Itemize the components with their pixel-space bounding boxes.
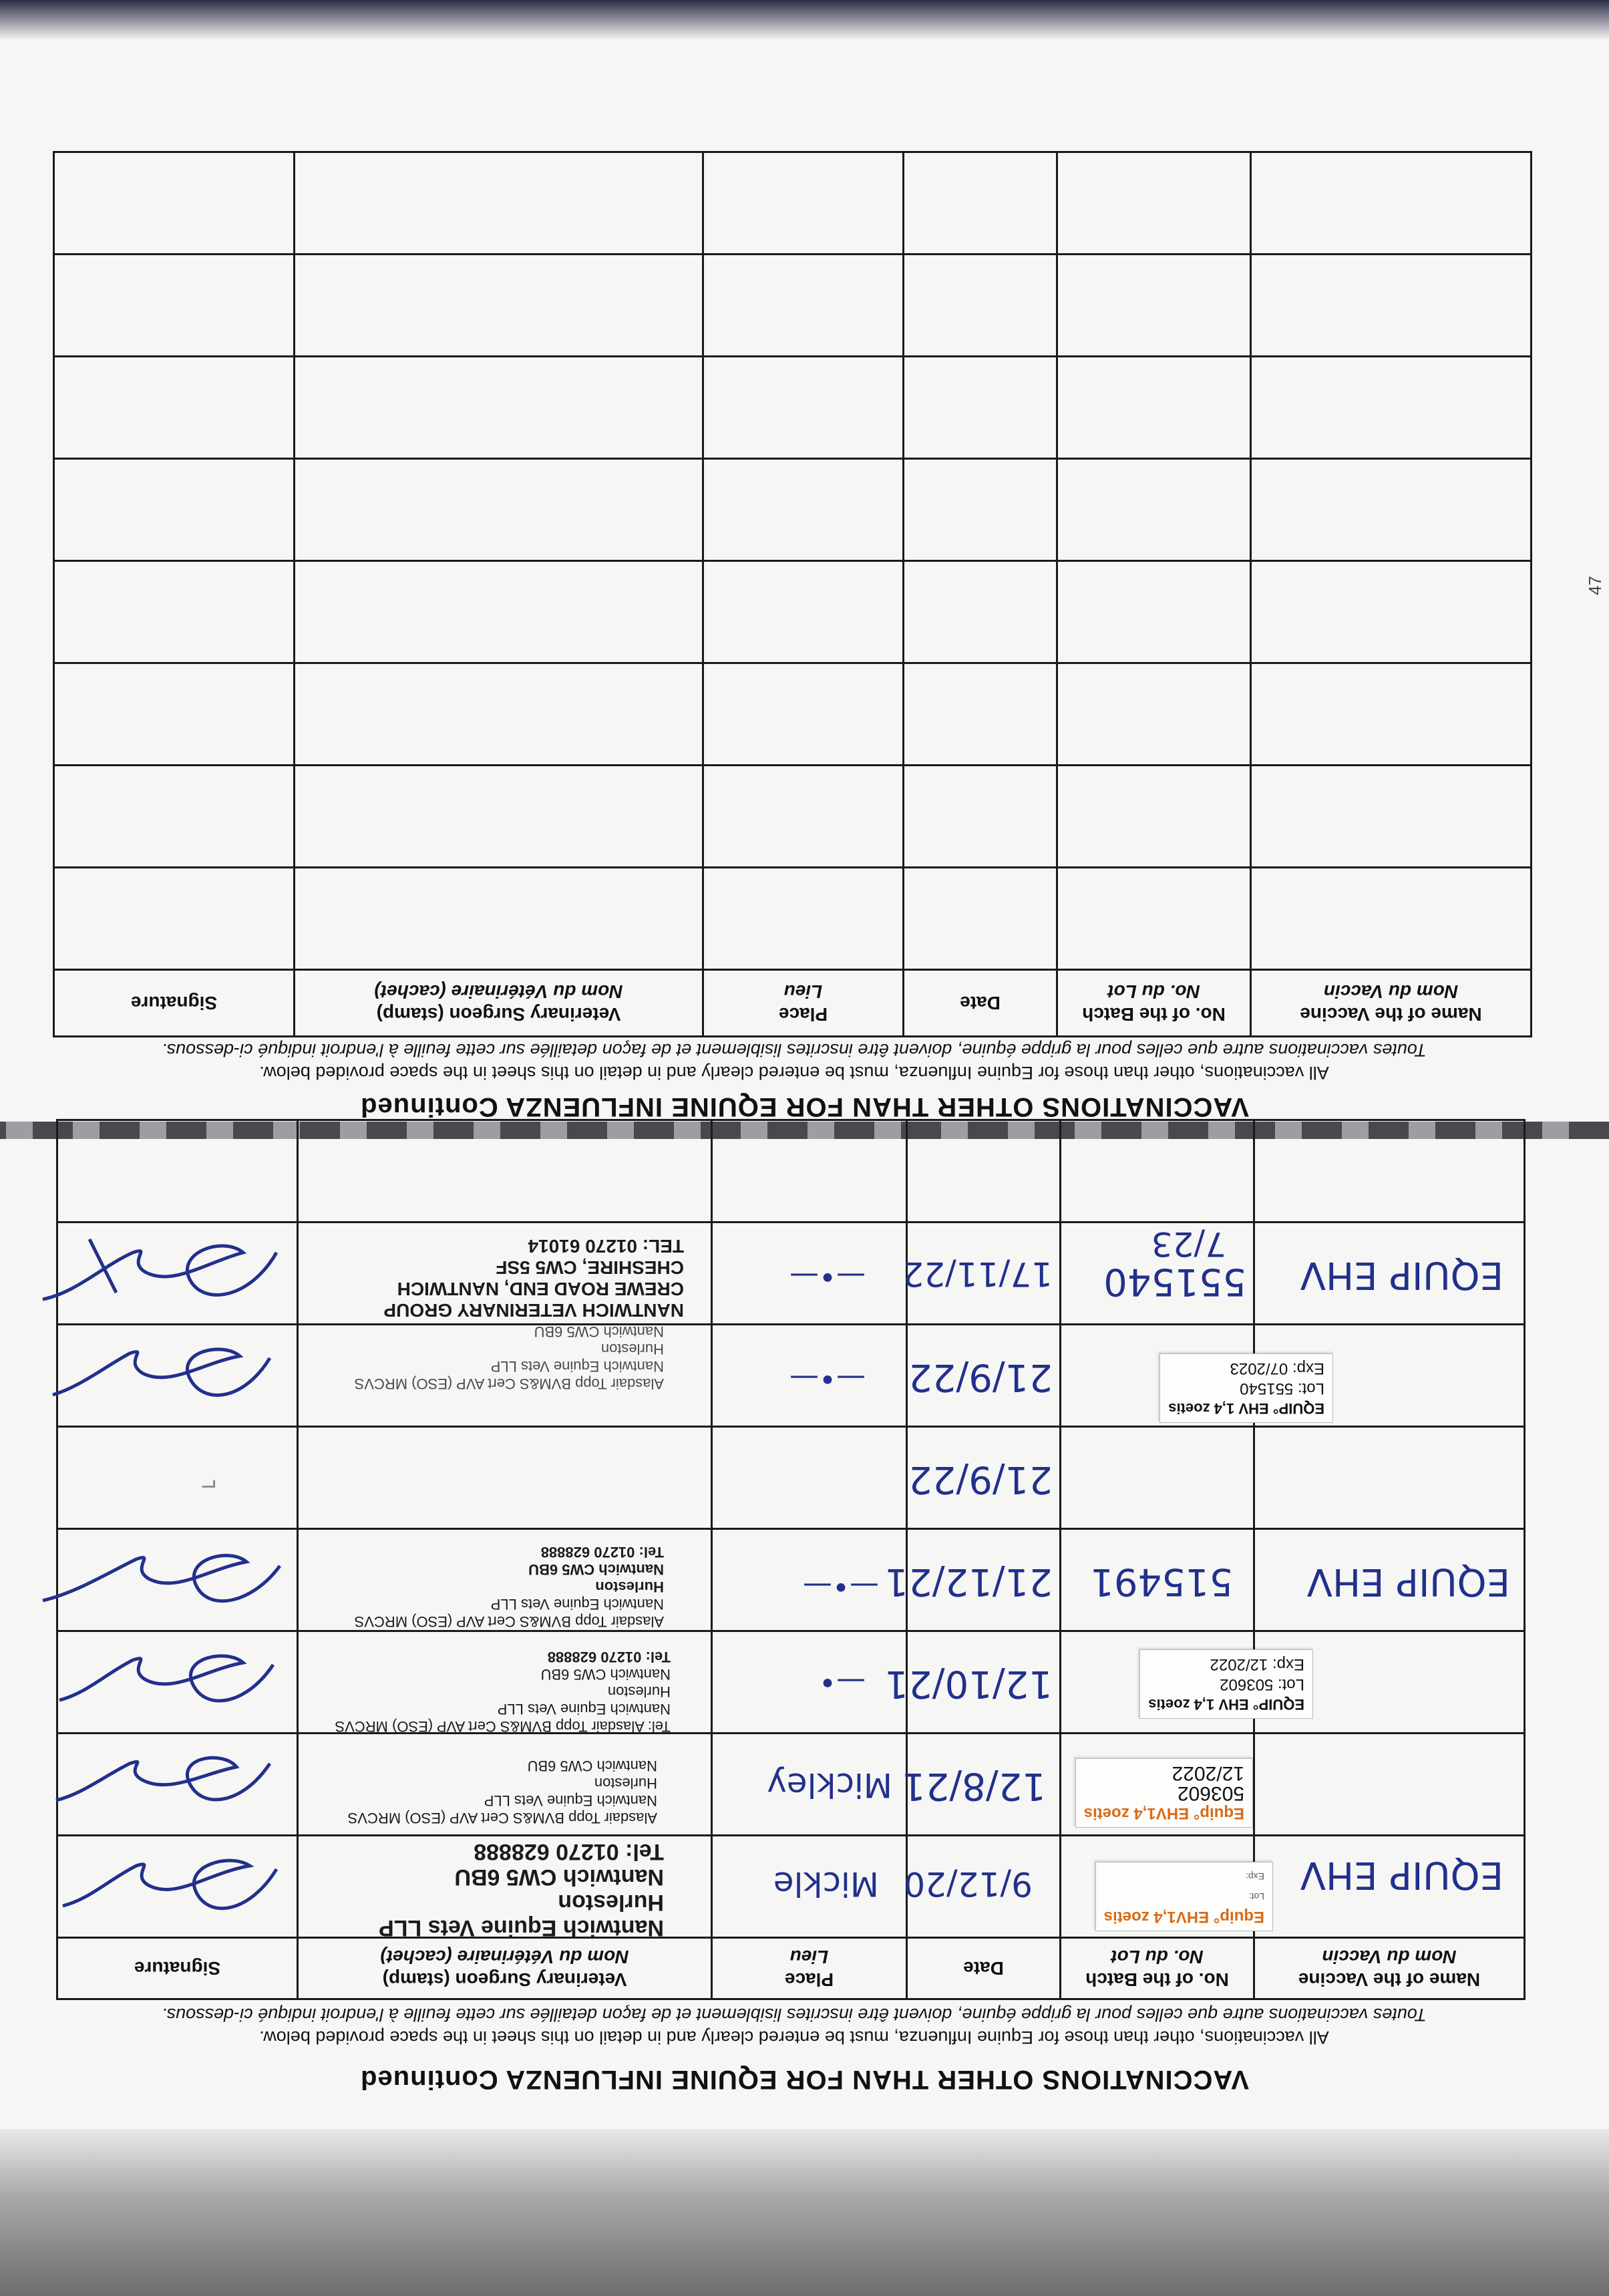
vaccination-row xyxy=(54,357,1532,459)
cell-signature xyxy=(54,357,295,459)
cell-place xyxy=(703,766,904,868)
cell-batch xyxy=(1057,357,1251,459)
cell-vet-stamp xyxy=(298,1734,712,1836)
cell-vet-stamp xyxy=(298,1222,712,1325)
col-header-place: Place Lieu xyxy=(712,1938,907,1999)
vaccination-date: 17/11/22 xyxy=(902,1255,1053,1293)
cell-batch xyxy=(1061,1325,1324,1427)
col-header-signature: Signature xyxy=(54,970,295,1037)
cell-batch xyxy=(1057,868,1251,970)
col-header-date: Date xyxy=(907,1938,1061,1999)
cell-batch xyxy=(1057,766,1251,868)
cell-date xyxy=(884,1631,1061,1734)
vaccination-table-empty xyxy=(53,151,1532,1037)
cell-place xyxy=(712,1836,907,1938)
cell-date xyxy=(904,255,1057,357)
vaccination-place: —• xyxy=(819,1665,866,1699)
cell-vaccine xyxy=(1254,1529,1525,1631)
vet-stamp: Tel: Alasdair Topp BVM&S Cert AVP (ESO) MRCVS Nantwich Equine Vets LLP Hurleston Nantwich CW5 6BU Tel: 01270 628888 xyxy=(335,1649,671,1735)
vet-signature xyxy=(36,1839,290,1933)
col-header-vet-stamp: Veterinary Surgeon (stamp) Nom du Vétérinaire (cachet) xyxy=(295,970,703,1037)
vaccination-row xyxy=(54,152,1532,255)
vaccination-row xyxy=(57,1529,1525,1631)
cell-signature xyxy=(57,1529,298,1631)
col-header-vaccine: Name of the Vaccine Nom du Vaccin xyxy=(1251,970,1532,1037)
cell-batch xyxy=(1057,663,1251,766)
vaccination-date: 21/9/22 xyxy=(908,1458,1053,1501)
vaccine-batch-label: EQUIP° EHV 1,4 zoetis Lot: 551540 Exp: 07/2023 xyxy=(1159,1353,1333,1423)
cell-place xyxy=(712,1734,907,1836)
cell-signature xyxy=(54,766,295,868)
cell-vaccine xyxy=(1251,255,1532,357)
cell-vaccine xyxy=(1251,663,1532,766)
cell-vaccine xyxy=(1251,459,1532,561)
cell-vet-stamp xyxy=(298,1325,712,1427)
vaccination-row xyxy=(57,1631,1525,1734)
cell-date xyxy=(904,561,1057,663)
vaccination-date: 12/8/21 xyxy=(902,1764,1046,1808)
cell-date xyxy=(907,1325,1061,1427)
cell-batch xyxy=(1061,1734,1254,1836)
section-instructions xyxy=(59,2003,1529,2049)
vaccination-date: 21/9/22 xyxy=(908,1355,1053,1399)
cell-vet-stamp xyxy=(295,561,703,663)
vet-stamp: Alasdair Topp BVM&S Cert AVP (ESO) MRCVS Nantwich Equine Vets LLP Hurleston Nantwich CW5 6BU Tel: 01270 628888 xyxy=(354,1544,664,1630)
cell-place xyxy=(712,1427,907,1529)
cell-signature xyxy=(54,255,295,357)
vaccine-name: EQUIP EHV xyxy=(1300,1253,1503,1297)
instructions-french: Toutes vaccinations autre que celles pour la grippe équine, doivent être inscrites lisiblement et de façon detaillée sur cette feuille à l'endroit indiqué ci-dessous. xyxy=(162,1040,1427,1060)
cell-vet-stamp xyxy=(295,868,703,970)
cell-signature xyxy=(57,1631,298,1734)
vaccination-row xyxy=(57,1325,1525,1427)
vet-stamp: Alasdair Topp BVM&S Cert AVP (ESO) MRCVS Nantwich Equine Vets LLP Hurleston Nantwich CW5 6BU xyxy=(354,1323,664,1392)
cell-date xyxy=(902,1222,1061,1325)
vet-signature xyxy=(36,1328,290,1422)
cell-place xyxy=(703,561,904,663)
cell-batch xyxy=(1057,459,1251,561)
cell-vaccine xyxy=(1254,1222,1525,1325)
cell-date xyxy=(904,459,1057,561)
cell-signature xyxy=(54,868,295,970)
cell-place xyxy=(703,255,904,357)
cell-vaccine xyxy=(1251,152,1532,255)
vaccination-place: Mickley xyxy=(767,1766,892,1804)
page-empty xyxy=(0,0,1609,1122)
cell-batch xyxy=(1061,1529,1254,1631)
col-header-vaccine: Name of the Vaccine Nom du Vaccin xyxy=(1254,1938,1525,1999)
vaccination-date: 21/12/21 xyxy=(884,1560,1053,1603)
vaccination-place: —•— xyxy=(789,1259,866,1293)
cell-vet-stamp xyxy=(298,1427,712,1529)
cell-vaccine xyxy=(1251,766,1532,868)
cell-batch xyxy=(1061,1120,1254,1222)
header-row xyxy=(57,1938,1525,1999)
vaccine-batch-label: Equip° EHV1,4 zoetis Lot: Exp: xyxy=(1095,1862,1273,1931)
cell-place xyxy=(703,357,904,459)
cell-date xyxy=(902,1734,1061,1836)
cell-signature xyxy=(54,152,295,255)
cell-vet-stamp xyxy=(298,1836,712,1941)
cell-batch xyxy=(1057,561,1251,663)
cell-date xyxy=(884,1529,1061,1631)
cell-vaccine xyxy=(1251,561,1532,663)
cell-batch xyxy=(1061,1222,1254,1325)
vet-signature xyxy=(36,1635,290,1728)
vaccination-place: Mickle xyxy=(773,1864,879,1903)
cell-place xyxy=(712,1325,907,1427)
cell-signature xyxy=(54,561,295,663)
cell-signature xyxy=(54,663,295,766)
cell-signature xyxy=(54,459,295,561)
vaccination-date: 9/12/20 xyxy=(904,1864,1033,1903)
vaccine-name: EQUIP EHV xyxy=(1300,1853,1503,1897)
vet-stamp: Alasdair Topp BVM&S Cert AVP (ESO) MRCVS Nantwich Equine Vets LLP Hurleston Nantwich CW5 6BU xyxy=(347,1758,657,1826)
batch-number: 515491 xyxy=(1090,1560,1233,1603)
vaccine-name: EQUIP EHV xyxy=(1306,1560,1510,1603)
vaccination-row xyxy=(54,459,1532,561)
col-header-batch: No. of the Batch No. du Lot xyxy=(1061,1938,1254,1999)
cell-signature xyxy=(57,1325,298,1427)
pencil-tick-mark: ⌐ xyxy=(200,1472,216,1501)
vaccination-row xyxy=(57,1734,1525,1836)
vaccination-row xyxy=(57,1222,1525,1325)
cell-batch xyxy=(1061,1427,1254,1529)
cell-vet-stamp xyxy=(295,152,703,255)
instructions-english: All vaccinations, other than those for Equine Influenza, must be entered clearly and in detail on this sheet in the space provided below. xyxy=(259,2027,1329,2047)
batch-number: 551540 xyxy=(1103,1260,1246,1303)
cell-date xyxy=(904,152,1057,255)
cell-signature xyxy=(57,1222,298,1325)
vaccination-row xyxy=(57,1120,1525,1222)
cell-batch xyxy=(1057,152,1251,255)
vaccination-row xyxy=(57,1427,1525,1529)
cell-signature xyxy=(57,1427,298,1529)
page-number: 47 xyxy=(1585,576,1606,595)
cell-vaccine xyxy=(1251,357,1532,459)
cell-vet-stamp xyxy=(295,459,703,561)
vet-stamp: NANTWICH VETERINARY GROUP CREWE ROAD END, NANTWICH CHESHIRE, CW5 5SF TEL: 01270 61014 xyxy=(383,1236,684,1321)
vet-stamp: Nantwich Equine Vets LLP Hurleston Nantwich CW5 6BU Tel: 01270 628888 xyxy=(379,1839,664,1941)
batch-expiry: 7/23 xyxy=(1151,1224,1226,1263)
cell-vet-stamp xyxy=(295,663,703,766)
section-instructions xyxy=(59,1039,1529,1084)
vaccination-place: —•— xyxy=(789,1361,866,1396)
cell-vet-stamp xyxy=(298,1120,712,1222)
col-header-batch: No. of the Batch No. du Lot xyxy=(1057,970,1251,1037)
col-header-signature: Signature xyxy=(57,1938,298,1999)
vaccination-date: 12/10/21 xyxy=(884,1662,1053,1705)
cell-place xyxy=(712,1529,907,1631)
cell-date xyxy=(904,357,1057,459)
cell-date xyxy=(907,1427,1061,1529)
cell-batch xyxy=(1057,255,1251,357)
cell-place xyxy=(712,1120,907,1222)
cell-vet-stamp xyxy=(295,766,703,868)
cell-vaccine xyxy=(1254,1734,1525,1836)
cell-vet-stamp xyxy=(298,1631,712,1734)
vaccination-row xyxy=(54,663,1532,766)
vaccination-row xyxy=(54,561,1532,663)
vet-signature xyxy=(36,1737,290,1830)
cell-vaccine xyxy=(1254,1427,1525,1529)
vaccination-row xyxy=(54,255,1532,357)
cell-date xyxy=(904,766,1057,868)
cell-batch xyxy=(1061,1631,1304,1734)
cell-signature xyxy=(57,1734,298,1836)
cell-place xyxy=(712,1631,907,1734)
vet-signature xyxy=(36,1226,290,1319)
col-header-place: Place Lieu xyxy=(703,970,904,1037)
cell-vaccine xyxy=(1251,868,1532,970)
cell-vaccine xyxy=(1254,1836,1525,1938)
cell-place xyxy=(712,1222,907,1325)
vaccine-batch-label: Equip° EHV1,4 zoetis 503602 12/2022 xyxy=(1075,1758,1253,1828)
section-title: VACCINATIONS OTHER THAN FOR EQUINE INFLUENZA Continued xyxy=(360,2065,1249,2094)
section-title: VACCINATIONS OTHER THAN FOR EQUINE INFLUENZA Continued xyxy=(360,1092,1249,1122)
cell-place xyxy=(703,663,904,766)
cell-batch xyxy=(1061,1836,1264,1938)
cell-date xyxy=(904,1836,1061,1938)
cell-signature xyxy=(57,1120,298,1222)
col-header-date: Date xyxy=(904,970,1057,1037)
cell-place xyxy=(703,459,904,561)
page-filled xyxy=(0,1140,1609,2296)
instructions-english: All vaccinations, other than those for Equine Influenza, must be entered clearly and in detail on this sheet in the space provided below. xyxy=(259,1063,1329,1083)
cell-place xyxy=(703,152,904,255)
vaccine-batch-label: EQUIP° EHV 1,4 zoetis Lot: 503602 Exp: 12/2022 xyxy=(1139,1649,1313,1719)
vaccination-row xyxy=(54,766,1532,868)
vet-signature xyxy=(36,1532,290,1626)
cell-date xyxy=(904,868,1057,970)
vaccination-place: —•— xyxy=(803,1569,879,1603)
cell-vet-stamp xyxy=(298,1529,712,1631)
cell-date xyxy=(907,1120,1061,1222)
col-header-vet-stamp: Veterinary Surgeon (stamp) Nom du Vétérinaire (cachet) xyxy=(298,1938,712,1999)
vaccination-table-filled xyxy=(56,1119,1526,2000)
cell-vet-stamp xyxy=(295,357,703,459)
cell-place xyxy=(703,868,904,970)
header-row xyxy=(54,970,1532,1037)
cell-date xyxy=(904,663,1057,766)
cell-vaccine xyxy=(1254,1120,1525,1222)
vaccination-row xyxy=(54,868,1532,970)
cell-vet-stamp xyxy=(295,255,703,357)
vaccination-row xyxy=(57,1836,1525,1938)
instructions-french: Toutes vaccinations autre que celles pour la grippe équine, doivent être inscrites lisiblement et de façon detaillée sur cette feuille à l'endroit indiqué ci-dessous. xyxy=(162,2005,1427,2025)
cell-signature xyxy=(57,1836,298,1938)
